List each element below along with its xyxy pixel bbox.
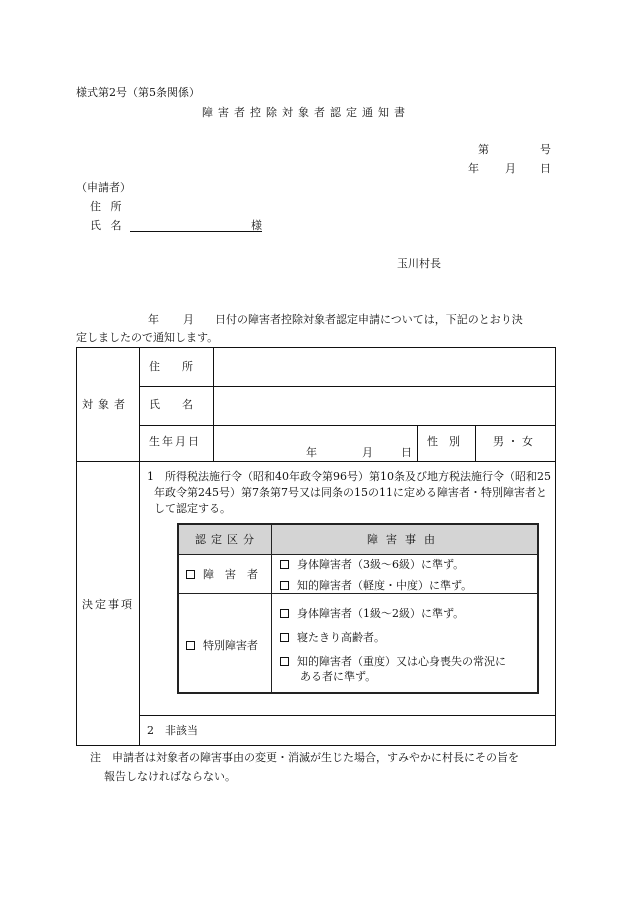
category-special-disabled: 特別障害者 [186,639,258,652]
reason-item: 知的障害者（重度）又は心身喪失の常況に [280,655,506,668]
document-title: 障害者控除対象者認定通知書 [202,106,410,119]
applicant-address-label: 住 所 [90,200,125,213]
applicant-heading: （申請者） [76,181,131,194]
issuer: 玉川村長 [397,257,441,270]
doc-number-suffix: 号 [540,143,551,156]
checkbox-reason[interactable] [280,657,289,666]
note-line1: 注 申請者は対象者の障害事由の変更・消滅が生じた場合，すみやかに村長にその旨を [90,751,519,764]
birth-label: 生年月日 [149,435,201,448]
item1-line2: 年政令第245号）第7条第7号又は同条の15の11に定める障害者・特別障害者と [154,486,547,499]
applicant-name-line [130,218,262,232]
sex-options: 男 ・ 女 [493,435,533,448]
item1-line3: して認定する。 [154,502,231,515]
doc-number-prefix: 第 [478,143,489,156]
birth-year: 年 [306,446,317,459]
intro-line2: 定しましたので通知します。 [76,331,219,344]
note-line2: 報告しなければならない。 [104,770,236,783]
reason-item-continued: ある者に準ず。 [300,670,377,683]
form-number: 様式第2号（第5条関係） [76,86,200,99]
reason-item: 身体障害者（1級～2級）に準ず。 [280,607,464,620]
subject-label: 対象者 [82,398,130,411]
intro-year: 年 [148,313,159,326]
address-label: 住 所 [149,360,193,373]
honorific: 様 [251,218,262,232]
birth-day: 日 [401,446,412,459]
date-day: 日 [540,162,551,175]
date-month: 月 [505,162,516,175]
header-category: 認定区分 [195,533,259,546]
item2-non-applicable: 2 非該当 [147,724,198,737]
header-reason: 障害事由 [367,533,443,546]
reason-item: 身体障害者（3級～6級）に準ず。 [280,558,464,571]
birth-month: 月 [362,446,373,459]
checkbox-special-disabled[interactable] [186,641,195,650]
reason-item: 知的障害者（軽度・中度）に準ず。 [280,579,472,592]
checkbox-reason[interactable] [280,581,289,590]
name-label: 氏 名 [149,398,193,411]
category-table [177,523,539,694]
sex-label: 性 別 [427,435,460,448]
date-year: 年 [468,162,479,175]
category-disabled: 障 害 者 [186,568,258,581]
decision-label: 決定事項 [82,598,134,611]
item1-line1: 1 所得税法施行令（昭和40年政令第96号）第10条及び地方税法施行令（昭和25 [147,470,551,483]
intro-line1: 日付の障害者控除対象者認定申請については，下記のとおり決 [215,313,523,326]
intro-month: 月 [183,313,194,326]
checkbox-reason[interactable] [280,633,289,642]
applicant-name-label: 氏 名 [90,219,125,232]
checkbox-reason[interactable] [280,560,289,569]
checkbox-reason[interactable] [280,609,289,618]
reason-item: 寝たきり高齢者。 [280,631,385,644]
checkbox-disabled[interactable] [186,570,195,579]
